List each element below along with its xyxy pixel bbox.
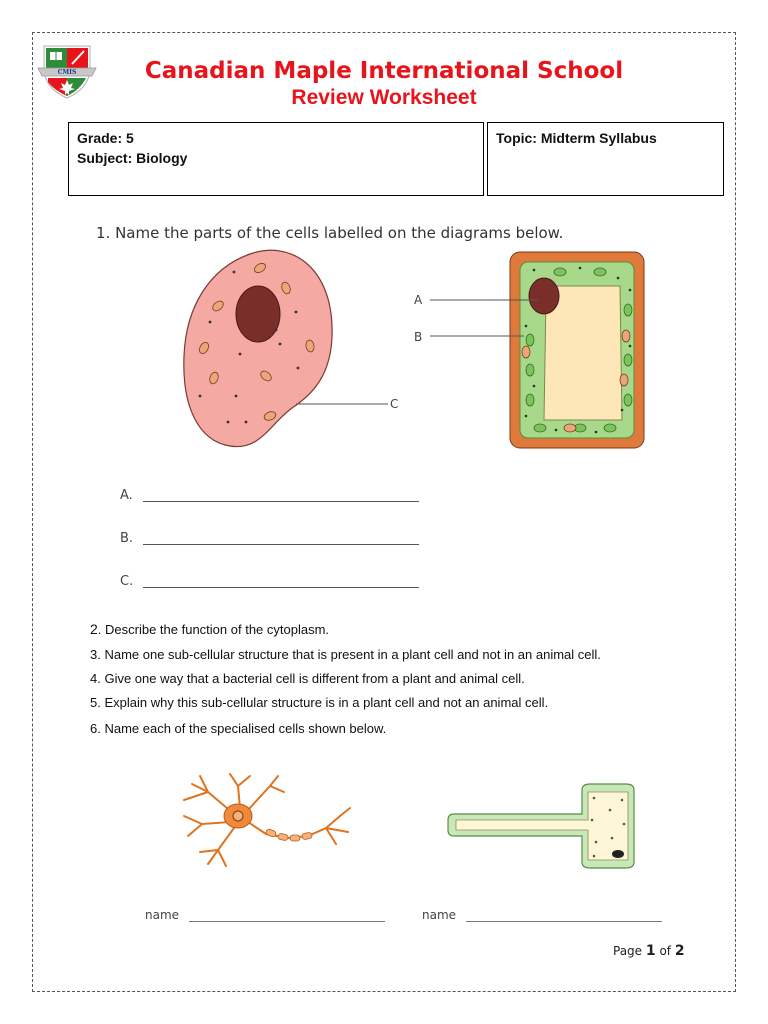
topic-box (487, 122, 724, 196)
subject-label: Subject: Biology (77, 150, 188, 166)
name-label-1: name (145, 908, 180, 922)
grade-label: Grade: 5 (77, 130, 134, 146)
animal-cell-diagram (180, 246, 410, 456)
label-a: A (414, 293, 423, 307)
label-b: B (414, 330, 423, 344)
answer-line-a[interactable] (120, 488, 133, 503)
answer-line-c[interactable] (120, 574, 133, 589)
plant-cell-diagram (410, 250, 650, 450)
name-label-2: name (422, 908, 457, 922)
topic-label: Topic: Midterm Syllabus (496, 130, 657, 146)
question-1: 1. Name the parts of the cells labelled on the diagrams below. (96, 224, 564, 242)
label-c: C (390, 397, 399, 411)
answer-label-c: C. (120, 574, 134, 589)
answer-label-a: A. (120, 488, 133, 503)
question-2: 2. Describe the function of the cytoplasm. (90, 621, 330, 637)
grade-subject-box (68, 122, 484, 196)
name-line-neuron[interactable] (145, 908, 385, 922)
school-logo (34, 38, 100, 104)
question-5: 5. Explain why this sub-cellular structure is in a plant cell and not an animal cell. (90, 695, 549, 710)
question-3: 3. Name one sub-cellular structure that is present in a plant cell and not in an animal cell. (90, 647, 601, 662)
logo-text: CMIS (57, 69, 77, 76)
neuron-cell-diagram (178, 772, 358, 872)
school-name: Canadian Maple International School (144, 58, 624, 84)
root-hair-cell-diagram (444, 780, 640, 872)
answer-line-b[interactable] (120, 531, 133, 546)
answer-label-b: B. (120, 531, 134, 546)
question-6: 6. Name each of the specialised cells shown below. (90, 721, 387, 736)
document-title: Review Worksheet (291, 86, 477, 109)
page-number: Page 1 of 2 (613, 943, 685, 959)
question-4: 4. Give one way that a bacterial cell is different from a plant and animal cell. (90, 671, 525, 686)
name-line-root-hair[interactable] (422, 908, 662, 922)
